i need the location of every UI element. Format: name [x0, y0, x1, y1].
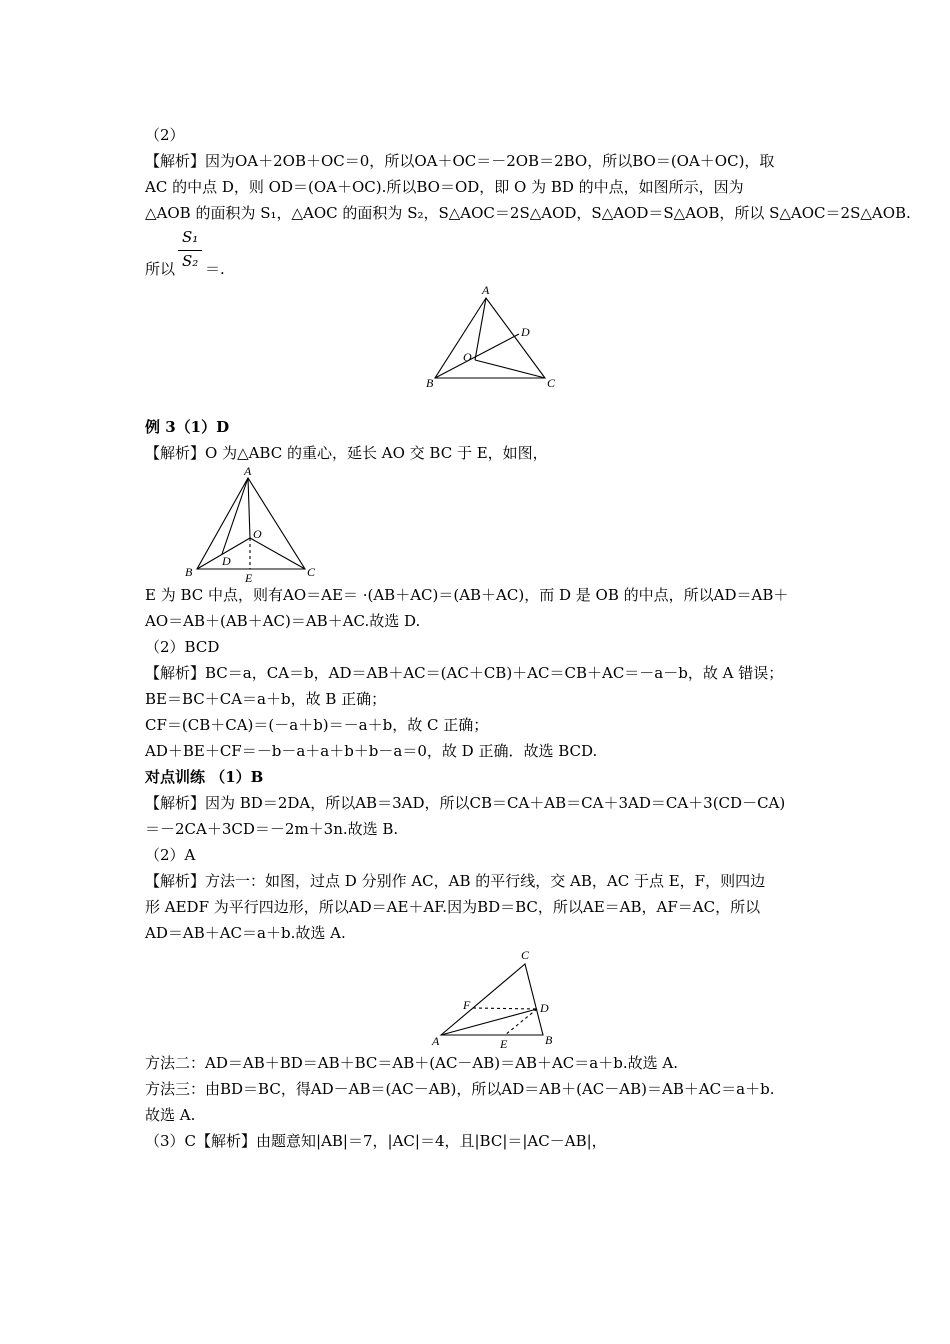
fig2-label-d: D — [222, 554, 231, 568]
figure-parallelogram — [145, 946, 810, 1050]
fig2-label-e: E — [245, 571, 253, 582]
figure-triangle-abc-o — [145, 284, 810, 404]
practice-line-5: 形 AEDF 为平行四边形，所以AD＝AE＋AF.因为BD＝BC，所以AE＝AB，AF＝AC，所以 — [145, 898, 761, 916]
figure-3-svg — [145, 946, 810, 1050]
practice-line-3: （2）A — [145, 846, 196, 864]
practice-line-4: 【解析】方法一：如图，过点 D 分别作 AC，AB 的平行线，交 AB，AC 于点 E，F，则四边 — [145, 872, 766, 890]
fig3-label-a: A — [432, 1034, 440, 1048]
ex3-line-7: AD＋BE＋CF＝－b－a＋a＋b＋b－a＝0，故 D 正确．故选 BCD. — [145, 742, 598, 760]
fig1-label-d: D — [521, 325, 530, 339]
ex3-line-5: BE＝BC＋CA＝a＋b，故 B 正确； — [145, 690, 387, 708]
fig3-label-d: D — [540, 1001, 549, 1015]
fig2-label-c: C — [307, 565, 316, 579]
frac-suffix: ＝. — [205, 260, 225, 278]
part2-head: （2） — [145, 126, 185, 144]
part2-line-2: AC 的中点 D，则 OD＝(OA＋OC).所以BO＝OD，即 O 为 BD 的中点，如图所示，因为 — [145, 178, 744, 196]
part2-line-3: △AOB 的面积为 S₁，△AOC 的面积为 S₂，S△AOC＝2S△AOD，S△AOD＝S△AOB，所以 S△AOC＝2S△AOB. — [145, 204, 911, 222]
practice-head: 对点训练 （1）B — [145, 768, 264, 786]
figure-centroid — [145, 466, 810, 582]
method3-line-1: 方法三：由BD＝BC，得AD－AB＝(AC－AB)，所以AD＝AB＋(AC－AB)＝AB＋AC＝a＋b. — [145, 1080, 775, 1098]
fig1-label-o: O — [463, 350, 472, 364]
fig2-label-a: A — [244, 466, 252, 478]
ex3-line-6: CF＝(CB＋CA)＝(－a＋b)＝－a＋b，故 C 正确； — [145, 716, 489, 734]
fig1-label-a: A — [482, 284, 490, 297]
ex3-head: 例 3（1）D — [145, 418, 230, 436]
fig2-label-b: B — [185, 565, 193, 579]
part2-line-1: 【解析】因为OA＋2OB＋OC＝0，所以OA＋OC＝－2OB＝2BO，所以BO＝(OA＋OC)，取 — [145, 152, 775, 170]
fig2-label-o: O — [253, 527, 262, 541]
fig3-label-e: E — [500, 1037, 508, 1050]
practice-line-6: AD＝AB＋AC＝a＋b.故选 A. — [145, 924, 346, 942]
method3-line-2: 故选 A. — [145, 1106, 196, 1124]
frac-numerator: S₁ — [182, 228, 199, 246]
fig1-label-b: B — [426, 376, 434, 390]
document-page — [145, 118, 911, 1154]
ex3-line-2: AO＝AB＋(AB＋AC)＝AB＋AC.故选 D. — [145, 612, 421, 630]
frac-bar — [178, 250, 202, 251]
ex3-intro: 【解析】O 为△ABC 的重心，延长 AO 交 BC 于 E，如图， — [145, 444, 548, 462]
fig3-label-c: C — [521, 948, 530, 962]
frac-denominator: S₂ — [182, 252, 199, 270]
method2-line: 方法二：AD＝AB＋BD＝AB＋BC＝AB＋(AC－AB)＝AB＋AC＝a＋b.故选 A. — [145, 1054, 678, 1072]
practice-line-1: 【解析】因为 BD＝2DA，所以AB＝3AD，所以CB＝CA＋AB＝CA＋3AD＝CA＋3(CD－CA) — [145, 794, 786, 812]
fig1-label-c: C — [547, 376, 556, 390]
fig3-label-f: F — [463, 998, 471, 1012]
practice-line-2: ＝－2CA＋3CD＝－2m＋3n.故选 B. — [145, 820, 399, 838]
part3-line: （3）C【解析】由题意知|AB|＝7，|AC|＝4，且|BC|＝|AC－AB|， — [145, 1132, 607, 1150]
figure-1-svg — [145, 284, 810, 404]
fig3-label-b: B — [545, 1033, 553, 1047]
ex3-line-4: 【解析】BC＝a，CA＝b，AD＝AB＋AC＝(AC＋CB)＋AC＝CB＋AC＝－a－b，故 A 错误； — [145, 664, 784, 682]
ex3-line-3: （2）BCD — [145, 638, 220, 656]
area-ratio-fraction — [145, 226, 810, 284]
frac-prefix: 所以 — [145, 260, 176, 278]
ex3-line-1: E 为 BC 中点，则有AO＝AE＝ ·(AB＋AC)＝(AB＋AC)，而 D 是 OB 的中点，所以AD＝AB＋ — [145, 586, 789, 604]
figure-2-svg — [145, 466, 810, 582]
